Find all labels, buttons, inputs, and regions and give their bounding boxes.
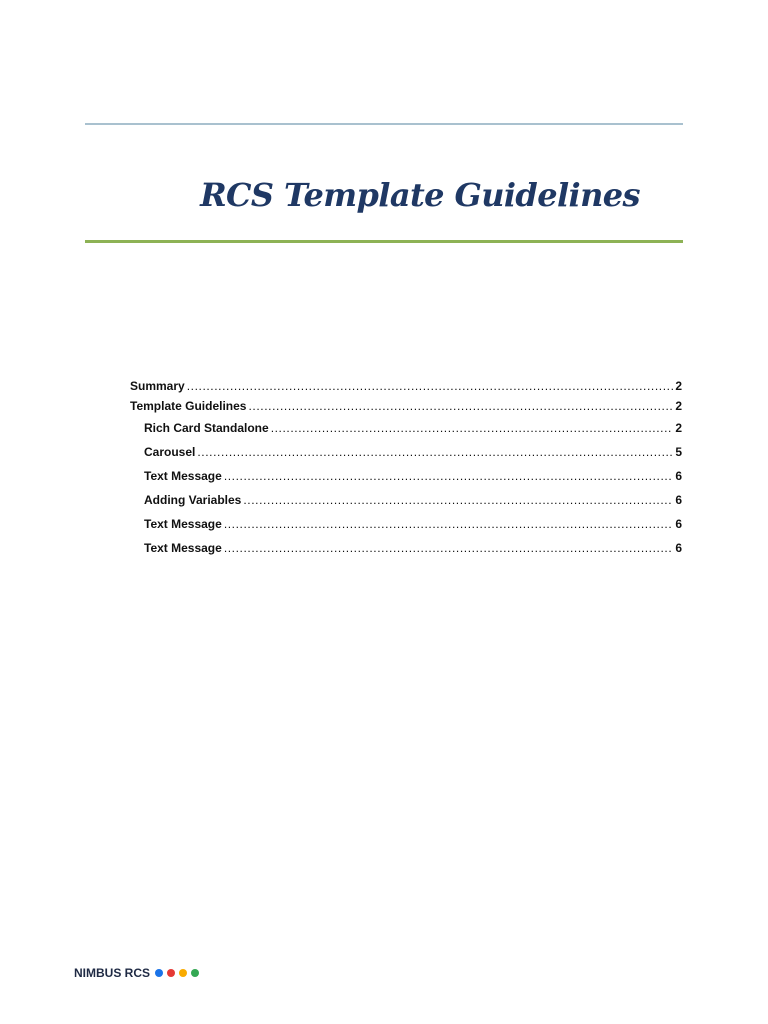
toc-entry-page: 6 (675, 541, 682, 555)
page-footer (74, 964, 203, 982)
toc-leader-dots (248, 396, 673, 416)
logo-dot-yellow (179, 969, 187, 977)
toc-entry-label: Rich Card Standalone (144, 421, 269, 435)
toc-entry-page: 2 (675, 421, 682, 435)
toc-entry-text-message[interactable] (130, 512, 682, 536)
toc-entry-rich-card-standalone[interactable] (130, 416, 682, 440)
toc-entry-carousel[interactable] (130, 440, 682, 464)
toc-entry-label: Adding Variables (144, 493, 242, 507)
toc-leader-dots (271, 416, 674, 440)
title-top-rule (85, 123, 683, 125)
toc-entry-page: 6 (675, 517, 682, 531)
toc-entry-label: Text Message (144, 469, 222, 483)
logo-dot-blue (155, 969, 163, 977)
toc-entry-summary[interactable] (130, 376, 682, 396)
table-of-contents (130, 376, 682, 560)
toc-entry-adding-variables[interactable] (130, 488, 682, 512)
logo-dot-red (167, 969, 175, 977)
toc-leader-dots (197, 440, 673, 464)
title-bottom-rule (85, 240, 683, 243)
logo-dot-green (191, 969, 199, 977)
toc-entry-text-message[interactable] (130, 536, 682, 560)
brand-logo-icon (155, 964, 203, 982)
document-title: RCS Template Guidelines (200, 176, 640, 214)
toc-leader-dots (224, 536, 674, 560)
toc-leader-dots (187, 376, 674, 396)
toc-leader-dots (224, 464, 674, 488)
toc-leader-dots (224, 512, 674, 536)
toc-entry-template-guidelines[interactable] (130, 396, 682, 416)
toc-entry-page: 2 (675, 379, 682, 393)
toc-entry-page: 2 (675, 399, 682, 413)
toc-entry-page: 5 (675, 445, 682, 459)
toc-entry-label: Summary (130, 379, 185, 393)
toc-entry-page: 6 (675, 493, 682, 507)
toc-leader-dots (243, 488, 673, 512)
toc-entry-label: Text Message (144, 541, 222, 555)
toc-entry-label: Carousel (144, 445, 196, 459)
toc-entry-text-message[interactable] (130, 464, 682, 488)
toc-entry-label: Template Guidelines (130, 399, 247, 413)
footer-brand: NIMBUS RCS (74, 966, 151, 980)
toc-entry-label: Text Message (144, 517, 222, 531)
toc-entry-page: 6 (675, 469, 682, 483)
